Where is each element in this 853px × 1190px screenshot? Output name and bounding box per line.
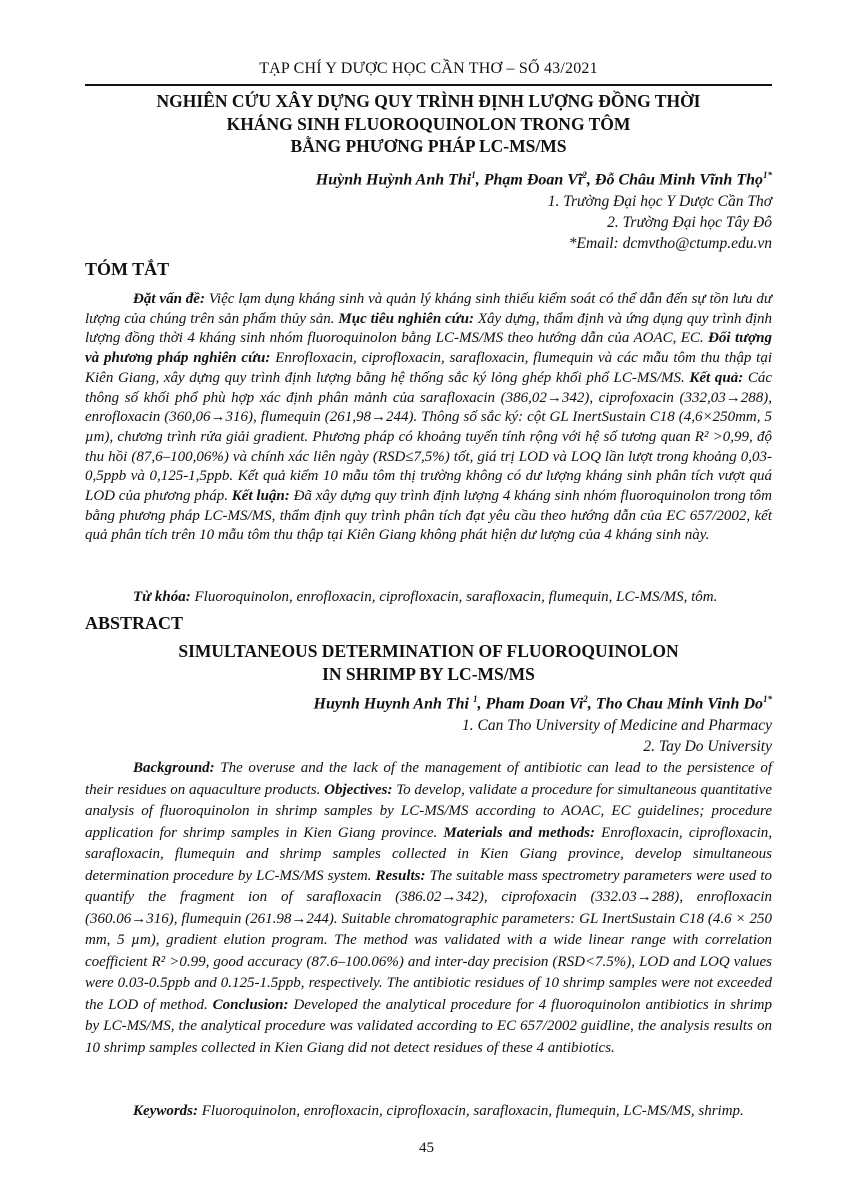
section-label: Kết luận:: [231, 488, 290, 505]
vn-title-line: BẰNG PHƯƠNG PHÁP LC-MS/MS: [290, 136, 567, 156]
en-abstract: [85, 758, 772, 1059]
section-label: Materials and methods:: [443, 824, 595, 841]
vn-affiliation: 2. Trường Đại học Tây Đô: [607, 214, 772, 231]
en-affiliation: 2. Tay Do University: [643, 738, 772, 755]
section-label: Kết quả:: [689, 369, 744, 386]
vn-summary: [85, 290, 772, 546]
section-label: Đối tượng và phương pháp nghiên cứu:: [85, 330, 772, 367]
section-text: Developed the analytical procedure for 4 fluoroquinolon antibiotics in shrimp by LC-MS/MS, the analytical procedure was validated according to EC 657/2002 guidline, the analysis results on 10 shrimp samples collected in Kien Giang did not detect residues of these 4 antibiotics.: [85, 996, 772, 1056]
en-keywords: [85, 1101, 772, 1123]
page-number: 45: [419, 1140, 434, 1156]
section-text: Đã xây dựng quy trình định lượng 4 kháng sinh nhóm fluoroquinolon trong tôm bằng phương pháp LC-MS/MS, thẩm định quy trình phân tích đạt yêu cầu theo hướng dẫn của EC 657/2002, kết quả phân tích trên 10 mẫu tôm thu thập tại Kiên Giang không phát hiện dư lượng của 4 kháng sinh này.: [85, 488, 773, 544]
section-label: Mục tiêu nghiên cứu:: [338, 310, 475, 327]
section-text: The overuse and the lack of the management of antibiotic can lead to the persistence of their residues on aquaculture products.: [85, 760, 772, 798]
vn-title-line: KHÁNG SINH FLUOROQUINOLON TRONG TÔM: [226, 113, 631, 134]
vn-title-line: NGHIÊN CỨU XÂY DỰNG QUY TRÌNH ĐỊNH LƯỢNG ĐỒNG THỜI: [156, 91, 701, 111]
keywords-label: Keywords:: [133, 1103, 198, 1119]
keywords-text: Fluoroquinolon, enrofloxacin, ciprofloxacin, sarafloxacin, flumequin, LC-MS/MS, shrimp.: [198, 1103, 744, 1119]
section-text: Xây dựng, thẩm định và ứng dụng quy trình định lượng đồng thời 4 kháng sinh nhóm fluoroquinolon bằng LC-MS/MS theo hướng dẫn của AOAC, EC.: [85, 310, 772, 347]
author-sup: 1*: [763, 170, 772, 180]
summary-heading: TÓM TẮT: [85, 259, 170, 279]
journal-header: TẠP CHÍ Y DƯỢC HỌC CẦN THƠ – SỐ 43/2021: [259, 60, 598, 77]
vn-affiliation: 1. Trường Đại học Y Dược Cần Thơ: [547, 193, 772, 210]
author-sup: 2: [582, 170, 587, 180]
author-name: Huynh Huynh Anh Thi: [313, 695, 473, 713]
en-title: [85, 640, 772, 686]
author-name: Pham Doan Vi: [485, 695, 584, 713]
author-name: Tho Chau Minh Vinh Do: [595, 695, 763, 713]
section-text: The suitable mass spectrometry parameters were used to quantify the fragment ion of sarafloxacin (386.02→342), ciprofoxacin (332.03→288), enrofloxacin (360.06→316), flumequin (261.98→244). Suitable chromatographic parameters: GL InertSustain C18 (4.6 × 250 mm, 5 µm), gradient elution program. The method was validated with a wide linear range with correlation coefficient R² >0.99, good accuracy (87.6–100.06%) and inter-day precision (RSD<7.5%), LOD and LOQ values were 0.03-0.5ppb and 0.125-1.5ppb, respectively. The antibiotic residues of 10 shrimp samples were not exceeded the LOD of method.: [85, 867, 773, 1013]
section-label: Results:: [375, 867, 426, 884]
section-label: Background:: [133, 760, 215, 776]
keywords-label: Từ khóa:: [133, 589, 191, 605]
author-name: Phạm Đoan Vĩ: [483, 171, 583, 189]
vn-authors: Huỳnh Huỳnh Anh Thi$^1$, Phạm Đoan $Vĩ^2$, Đỗ Châu Minh Vĩnh Thọ$^{1*}$: [315, 170, 772, 189]
author-name: Huỳnh Huỳnh Anh Thi: [315, 171, 472, 189]
keywords-text: Fluoroquinolon, enrofloxacin, ciprofloxacin, sarafloxacin, flumequin, LC-MS/MS, tôm.: [190, 589, 718, 605]
en-authors: Huynh Huynh Anh Thi $^1$, Pham Doan Vi$^2$, Tho Chau Minh Vinh $Do^{1*}$: [313, 694, 772, 713]
author-sup: 1*: [763, 694, 772, 704]
author-sup: 2: [583, 694, 588, 704]
section-text: Việc lạm dụng kháng sinh và quản lý kháng sinh thiếu kiểm soát có thể dẫn đến sự tồn lưu dư lượng của chúng trên sản phẩm thủy sản.: [85, 291, 772, 327]
en-affiliation: 1. Can Tho University of Medicine and Pharmacy: [462, 717, 772, 734]
section-text: Enrofloxacin, ciprofloxacin, sarafloxacin, flumequin và các mẫu tôm thu thập tại Kiên Giang, xây dựng quy trình định lượng bằng hệ thống sắc ký lỏng ghép khối phổ LC-MS/MS.: [85, 350, 772, 386]
en-title-line: SIMULTANEOUS DETERMINATION OF FLUOROQUINOLON: [178, 641, 679, 661]
header-rule: [85, 84, 772, 86]
section-text: Các thông số khối phổ phù hợp xác định phân mảnh của sarafloxacin (386,02→342), ciprofoxacin (332,03→288), enrofloxacin (360,06→316), flumequin (261,98→244). Thông số sắc ký: cột GL InertSustain C18 (4,6×250mm, 5 µm), chương trình rửa giải gradient. Phương pháp có khoảng tuyến tính rộng với hệ số tương quan R² >0,99, độ thu hồi (87,6–100,06%) và chính xác liên ngày (RSD≤7,5%) tốt, giá trị LOD và LOQ lần lượt trong khoảng 0,03-0,5ppb và 0,125-1,5ppb. Kết quả kiểm 10 mẫu tôm thị trường không có dư lượng kháng sinh phân tích vượt quá LOD của phương pháp.: [85, 369, 773, 505]
section-text: Enrofloxacin, ciprofloxacin, sarafloxacin, flumequin and shrimp samples collected in Kien Giang province, develop simultaneous determination procedure by LC-MS/MS system.: [85, 824, 773, 884]
vn-keywords: [85, 588, 772, 608]
author-sup: 1: [471, 170, 476, 180]
section-label: Conclusion:: [212, 996, 289, 1013]
author-name: Đỗ Châu Minh Vĩnh Thọ: [594, 171, 763, 189]
email: *Email: dcmvtho@ctump.edu.vn: [568, 235, 772, 252]
en-title-line: IN SHRIMP BY LC-MS/MS: [322, 664, 535, 684]
section-label: Objectives:: [324, 781, 393, 798]
section-text: To develop, validate a procedure for simultaneous quantitative analysis of fluoroquinolon in shrimp samples by LC-MS/MS according to AOAC, EC guidelines; procedure application for shrimp samples in Kien Giang province.: [85, 781, 773, 841]
section-label: Đặt vấn đề:: [133, 291, 205, 307]
author-sup: 1: [472, 694, 478, 704]
abstract-heading: ABSTRACT: [85, 613, 184, 633]
vn-title: [85, 90, 772, 158]
